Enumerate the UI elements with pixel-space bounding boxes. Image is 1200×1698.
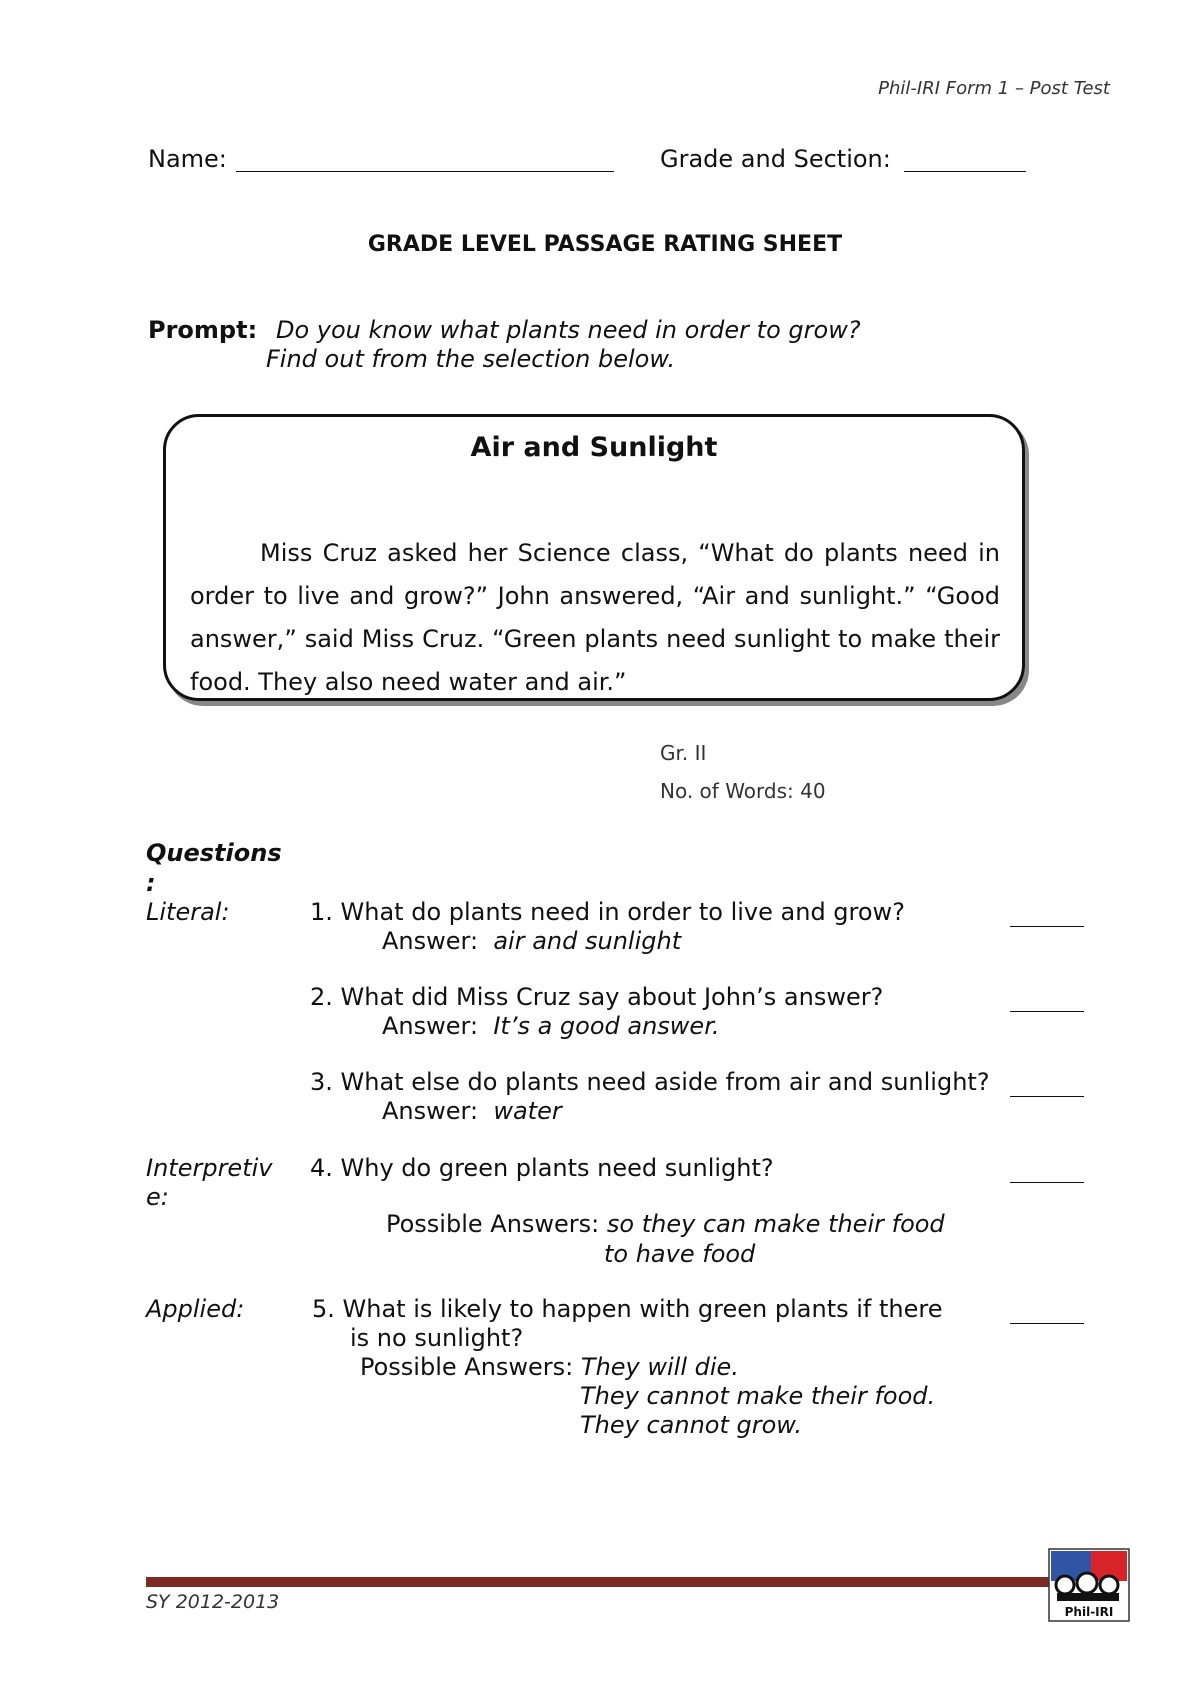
form-tag: Phil-IRI Form 1 – Post Test: [878, 78, 1110, 99]
answer-2: [382, 1012, 720, 1040]
answer-4-value-1: so they can make their food: [606, 1210, 945, 1238]
grade-section-field-line[interactable]: [904, 171, 1026, 172]
question-3: 3. What else do plants need aside from air and sunlight?: [310, 1068, 990, 1096]
questions-heading: Questions: [146, 839, 282, 867]
prompt-label: Prompt:: [148, 316, 258, 344]
question-4: 4. Why do green plants need sunlight?: [310, 1154, 774, 1182]
passage-title: Air and Sunlight: [470, 432, 718, 463]
answer-5-value-2: They cannot make their food.: [580, 1382, 936, 1410]
name-label: Name:: [148, 145, 227, 173]
question-1: 1. What do plants need in order to live and grow?: [310, 898, 905, 926]
question-5-line1: 5. What is likely to happen with green plants if there: [312, 1295, 943, 1323]
interpretive-label-line2: e:: [146, 1183, 169, 1211]
answer-3: [382, 1097, 562, 1125]
phil-iri-logo-icon: [1047, 1547, 1131, 1623]
literal-label: Literal:: [146, 898, 230, 926]
score-blank-2[interactable]: [1010, 1011, 1084, 1012]
answer-1-value: air and sunlight: [493, 927, 682, 955]
word-count: No. of Words: 40: [660, 779, 826, 803]
answer-5-value-1: They will die.: [580, 1353, 739, 1381]
answer-5: [360, 1353, 739, 1381]
answer-4: [386, 1210, 945, 1238]
grade-level: Gr. II: [660, 741, 707, 765]
question-5-line2: is no sunlight?: [350, 1324, 524, 1352]
logo-text: Phil-IRI: [1064, 1605, 1114, 1619]
answer-2-label: Answer:: [382, 1012, 479, 1040]
question-2: 2. What did Miss Cruz say about John’s answer?: [310, 983, 884, 1011]
answer-2-value: It’s a good answer.: [493, 1012, 720, 1040]
answer-4-label: Possible Answers:: [386, 1210, 600, 1238]
answer-1: [382, 927, 681, 955]
passage-text: Miss Cruz asked her Science class, “What do plants need in order to live and grow?” John answered, “Air and sunlight.” “Good answer,” said Miss Cruz. “Green plants need sunlight to make their food. They also need water and air.”: [190, 539, 1000, 696]
score-blank-1[interactable]: [1010, 926, 1084, 927]
score-blank-4[interactable]: [1010, 1182, 1084, 1183]
answer-4-value-2: to have food: [604, 1240, 756, 1268]
school-year: SY 2012-2013: [146, 1591, 280, 1613]
name-field-line[interactable]: [236, 171, 614, 172]
grade-section-label: Grade and Section:: [660, 145, 891, 173]
answer-3-value: water: [493, 1097, 562, 1125]
footer-bar: [146, 1577, 1070, 1587]
sheet-title: GRADE LEVEL PASSAGE RATING SHEET: [367, 232, 843, 257]
answer-1-label: Answer:: [382, 927, 479, 955]
score-blank-5[interactable]: [1010, 1323, 1084, 1324]
score-blank-3[interactable]: [1010, 1096, 1084, 1097]
answer-3-label: Answer:: [382, 1097, 479, 1125]
answer-5-value-3: They cannot grow.: [580, 1411, 803, 1439]
prompt-text-line2: Find out from the selection below.: [266, 345, 676, 373]
questions-heading-colon: :: [146, 869, 156, 897]
interpretive-label-line1: Interpretiv: [146, 1154, 273, 1182]
applied-label: Applied:: [146, 1295, 245, 1323]
prompt-text-line1: Do you know what plants need in order to grow?: [276, 316, 861, 344]
answer-5-label: Possible Answers:: [360, 1353, 574, 1381]
